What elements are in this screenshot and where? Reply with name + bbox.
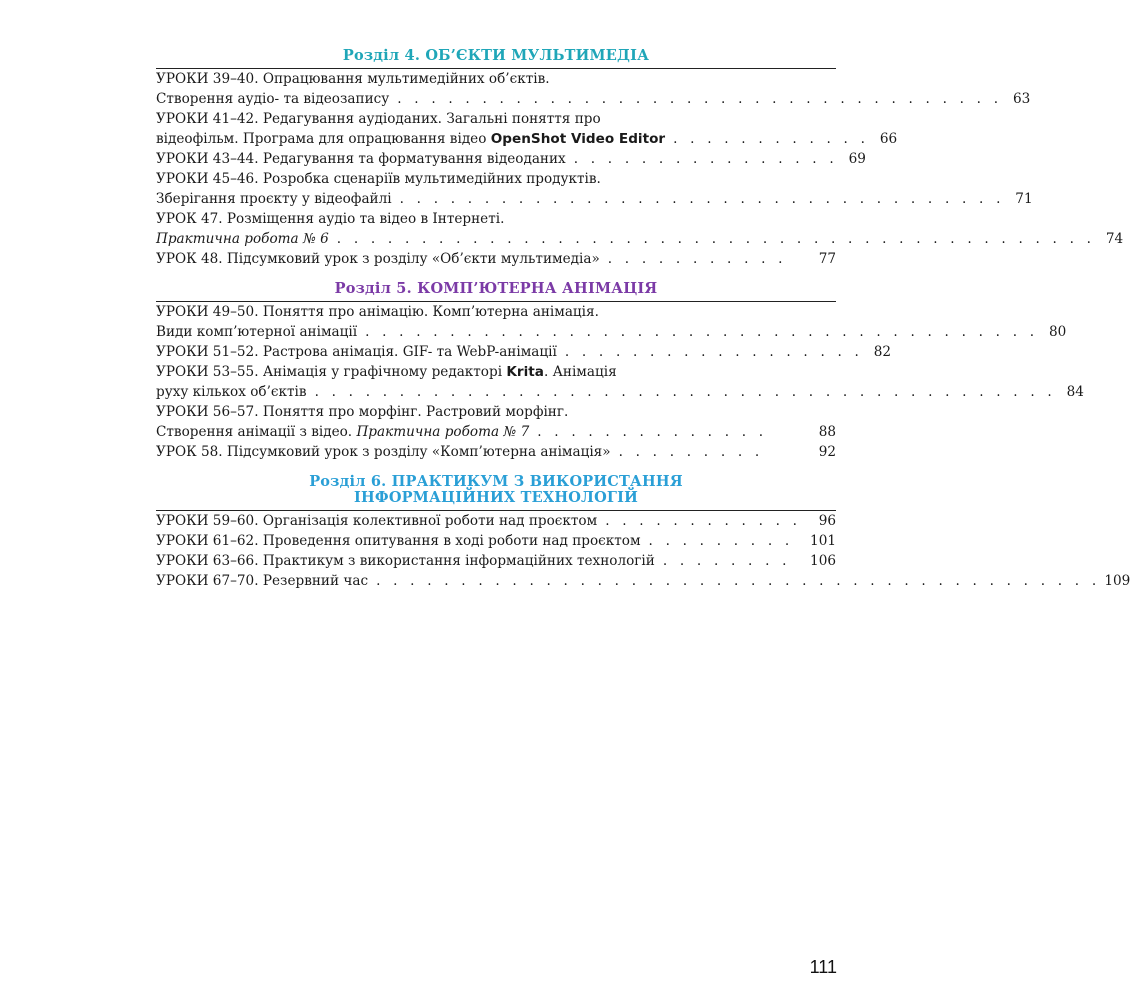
- entry-title: УРОКИ 39–40. Опрацювання мультимедійних об’єктів.: [156, 71, 550, 87]
- entry-page: 92: [818, 444, 836, 460]
- entry-title-cont: руху кількох об’єктів: [156, 384, 307, 400]
- entry-page: 80: [1048, 324, 1067, 340]
- entry-title: УРОК 58. Підсумковий урок з розділу «Комп’ютерна анімація»: [156, 444, 611, 460]
- entry-title-cont: Створення аудіо- та відеозапису: [156, 91, 390, 107]
- entry-title: УРОКИ 43–44. Редагування та форматування відеоданих: [156, 151, 566, 167]
- entry-title: УРОКИ 63–66. Практикум з використання інформаційних технологій: [156, 553, 655, 569]
- entry-title-cont: Зберігання проєкту у відеофайлі: [156, 191, 392, 207]
- toc-entry[interactable]: УРОК 48. Підсумковий урок з розділу «Об’єкти мультимедіа» . . . . . . . . . . . 77: [156, 251, 836, 267]
- entry-page: 84: [1066, 384, 1084, 400]
- section-5: [156, 280, 1084, 462]
- section-4: [156, 47, 1124, 269]
- toc-entry[interactable]: УРОК 47. Розміщення аудіо та відео в Інтернеті. Практична робота № 6 . . . . . . . . . . . . . . . . . . . . . . . . . . . . . . . . . . . . . . . . . . . . . 74: [156, 211, 1124, 247]
- entry-title-end: . Анімація: [543, 364, 617, 380]
- entry-page: 77: [818, 251, 836, 267]
- section-title-line1: Розділ 6. ПРАКТИКУМ З ВИКОРИСТАННЯ: [309, 473, 683, 490]
- entry-title: УРОКИ 51–52. Растрова анімація. GIF- та WebP-анімації: [156, 344, 557, 360]
- toc-entry[interactable]: УРОКИ 43–44. Редагування та форматування відеоданих . . . . . . . . . . . . . . . . 69: [156, 151, 866, 167]
- entry-page: 63: [1012, 91, 1031, 107]
- entry-page: 66: [879, 131, 898, 147]
- practical-work: Практична робота № 6: [156, 231, 329, 247]
- section-title: Розділ 5. КОМП’ЮТЕРНА АНІМАЦІЯ: [334, 280, 658, 297]
- entry-title: УРОК 47. Розміщення аудіо та відео в Інтернеті.: [156, 211, 505, 227]
- entry-title-cont: Види комп’ютерної анімації: [156, 324, 358, 340]
- toc-entry[interactable]: УРОКИ 41–42. Редагування аудіоданих. Загальні поняття про відеофільм. Програма для опрацювання відео OpenShot Video Editor . . . . . . . . . . . . 66: [156, 111, 898, 147]
- entry-page: 88: [818, 424, 836, 440]
- entry-page: 101: [810, 533, 836, 549]
- entry-title-cont: Створення анімації з відео.: [156, 424, 357, 440]
- entry-page: 71: [1015, 191, 1033, 207]
- entry-page: 74: [1105, 231, 1124, 247]
- entry-page: 69: [848, 151, 866, 167]
- table-of-contents: [156, 47, 1130, 591]
- toc-entry[interactable]: УРОКИ 39–40. Опрацювання мультимедійних об’єктів. Створення аудіо- та відеозапису . . . . . . . . . . . . . . . . . . . . . . . . . . . . . . . . . . . . 63: [156, 71, 1031, 107]
- toc-entry[interactable]: УРОКИ 59–60. Організація колективної роботи над проєктом . . . . . . . . . . . . 96: [156, 513, 836, 529]
- section-6: [156, 473, 1130, 591]
- entry-title: УРОК 48. Підсумковий урок з розділу «Об’єкти мультимедіа»: [156, 251, 600, 267]
- toc-entry[interactable]: УРОК 58. Підсумковий урок з розділу «Комп’ютерна анімація» . . . . . . . . . 92: [156, 444, 836, 460]
- entry-title: УРОКИ 61–62. Проведення опитування в ході роботи над проєктом: [156, 533, 641, 549]
- toc-entry[interactable]: УРОКИ 51–52. Растрова анімація. GIF- та WebP-анімації . . . . . . . . . . . . . . . . . . 82: [156, 344, 892, 360]
- entry-title-cont: відеофільм. Програма для опрацювання відео: [156, 131, 491, 147]
- entry-page: 96: [818, 513, 836, 529]
- program-name: Krita: [506, 364, 544, 380]
- section-title: [156, 474, 836, 506]
- entry-page: 106: [810, 553, 836, 569]
- section-title: Розділ 4. ОБ’ЄКТИ МУЛЬТИМЕДІА: [342, 47, 650, 64]
- entry-title: УРОКИ 49–50. Поняття про анімацію. Комп’ютерна анімація.: [156, 304, 599, 320]
- entry-title: УРОКИ 53–55. Анімація у графічному редакторі: [156, 364, 507, 380]
- toc-entry[interactable]: УРОКИ 56–57. Поняття про морфінг. Растровий морфінг. Створення анімації з відео. Практична робота № 7 . . . . . . . . . . . . . . 88: [156, 404, 836, 440]
- entry-title: УРОКИ 45–46. Розробка сценаріїв мультимедійних продуктів.: [156, 171, 601, 187]
- page-number: 111: [809, 957, 837, 977]
- section-title-line2: ІНФОРМАЦІЙНИХ ТЕХНОЛОГІЙ: [354, 489, 638, 506]
- toc-entry[interactable]: УРОКИ 45–46. Розробка сценаріїв мультимедійних продуктів. Зберігання проєкту у відеофайлі . . . . . . . . . . . . . . . . . . . . . . . . . . . . . . . . . . . . 71: [156, 171, 1033, 207]
- entry-page: 82: [873, 344, 892, 360]
- toc-entry[interactable]: УРОКИ 63–66. Практикум з використання інформаційних технологій . . . . . . . . 106: [156, 553, 836, 569]
- entry-title: УРОКИ 56–57. Поняття про морфінг. Растровий морфінг.: [156, 404, 569, 420]
- entry-title: УРОКИ 59–60. Організація колективної роботи над проєктом: [156, 513, 598, 529]
- toc-entry[interactable]: УРОКИ 61–62. Проведення опитування в ході роботи над проєктом . . . . . . . . . 101: [156, 533, 836, 549]
- entry-page: 109: [1104, 573, 1130, 589]
- toc-entry[interactable]: УРОКИ 49–50. Поняття про анімацію. Комп’ютерна анімація. Види комп’ютерної анімації . . . . . . . . . . . . . . . . . . . . . . . . . . . . . . . . . . . . . . . . 80: [156, 304, 1067, 340]
- entry-title: УРОКИ 67–70. Резервний час: [156, 573, 369, 589]
- toc-entry[interactable]: УРОКИ 53–55. Анімація у графічному редакторі Krita. Анімація руху кількох об’єктів . . . . . . . . . . . . . . . . . . . . . . . . . . . . . . . . . . . . . . . . . . . . 84: [156, 364, 1084, 400]
- program-name: OpenShot Video Editor: [490, 131, 666, 147]
- toc-entry[interactable]: УРОКИ 67–70. Резервний час . . . . . . . . . . . . . . . . . . . . . . . . . . . . . . . . . . . . . . . . . . . 109: [156, 573, 1130, 589]
- practical-work: Практична робота № 7: [356, 424, 530, 440]
- entry-title: УРОКИ 41–42. Редагування аудіоданих. Загальні поняття про: [156, 111, 601, 127]
